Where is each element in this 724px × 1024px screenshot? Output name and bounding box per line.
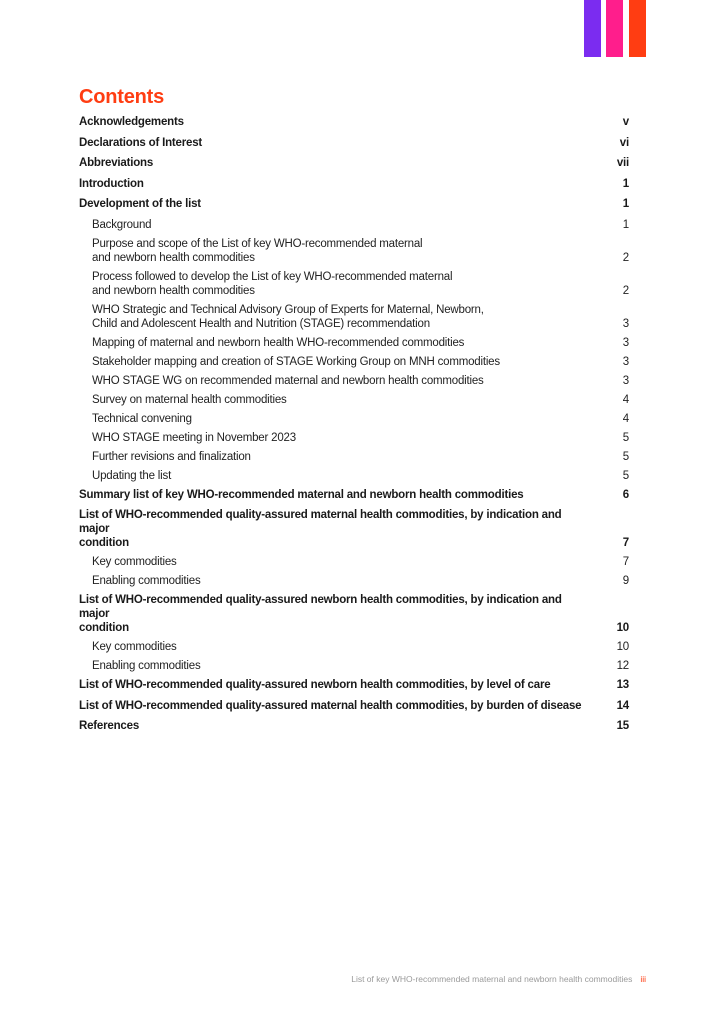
footer-document-title: List of key WHO-recommended maternal and newborn health commodities: [351, 974, 633, 984]
footer-page-number: iii: [640, 974, 646, 984]
toc-entry-title: Enabling commodities: [92, 575, 201, 587]
toc-section-entry[interactable]: [79, 699, 629, 713]
toc-entry-page-number: 13: [616, 679, 629, 691]
toc-entry-page-number: 4: [622, 393, 629, 406]
toc-entry-title: Mapping of maternal and newborn health WHO-recommended commodities: [92, 336, 465, 349]
toc-entry-page-number: 3: [622, 355, 629, 368]
toc-entry-page-number: 1: [622, 218, 629, 231]
toc-subsection-entry[interactable]: [79, 469, 629, 483]
toc-entry-title: List of WHO-recommended quality-assured newborn health commodities, by indication and major condition: [79, 594, 562, 634]
orange-bar: [629, 0, 646, 57]
toc-entry-page-number: 14: [616, 699, 629, 712]
toc-entry-title: WHO Strategic and Technical Advisory Group of Experts for Maternal, Newborn, Child and Adolescent Health and Nutrition (STAGE) recommendation: [92, 303, 484, 330]
toc-entry-title: Survey on maternal health commodities: [92, 393, 287, 406]
toc-entry-page-number: 5: [622, 469, 629, 482]
toc-entry-page-number: 5: [622, 431, 629, 444]
page-title: Contents: [79, 86, 165, 108]
toc-entry-title: WHO STAGE meeting in November 2023: [92, 431, 296, 444]
toc-entry-page-number: 6: [622, 488, 629, 501]
toc-subsection-entry[interactable]: [79, 218, 629, 232]
toc-entry-title: Process followed to develop the List of key WHO-recommended maternal and newborn health commodities: [92, 270, 453, 297]
toc-entry-page-number: 3: [622, 336, 629, 349]
toc-section-entry[interactable]: [79, 177, 629, 191]
toc-entry-title: Stakeholder mapping and creation of STAGE Working Group on MNH commodities: [92, 355, 500, 368]
toc-entry-title: Summary list of key WHO-recommended maternal and newborn health commodities: [79, 488, 524, 501]
toc-subsection-entry[interactable]: [79, 574, 629, 588]
toc-entry-title: Abbreviations: [79, 157, 154, 169]
toc-entry-title: WHO STAGE WG on recommended maternal and newborn health commodities: [92, 374, 484, 387]
toc-subsection-entry[interactable]: [79, 355, 629, 369]
toc-section-entry[interactable]: [79, 115, 629, 129]
toc-entry-title: Introduction: [79, 177, 144, 190]
toc-subsection-entry[interactable]: [79, 659, 629, 673]
purple-bar: [584, 0, 601, 57]
toc-entry-page-number: 7: [622, 556, 629, 568]
toc-subsection-entry[interactable]: [79, 336, 629, 350]
toc-subsection-entry[interactable]: [79, 555, 629, 569]
toc-entry-page-number: 1: [622, 198, 629, 210]
toc-entry-title: Key commodities: [92, 556, 177, 568]
toc-entry-page-number: 15: [616, 720, 629, 732]
toc-subsection-entry[interactable]: [79, 450, 629, 464]
toc-entry-page-number: vii: [616, 157, 629, 169]
toc-entry-title: Further revisions and finalization: [92, 450, 251, 463]
toc-section-entry[interactable]: [79, 156, 629, 170]
toc-entry-title: Enabling commodities: [92, 660, 201, 672]
page-footer: [351, 974, 646, 984]
toc-section-entry[interactable]: [79, 136, 629, 150]
toc-subsection-entry[interactable]: [79, 640, 629, 654]
toc-entry-page-number: 7: [622, 537, 629, 549]
toc-entry-page-number: 3: [622, 317, 629, 330]
toc-entry-title: Declarations of Interest: [79, 136, 203, 149]
toc-entry-page-number: 2: [622, 251, 629, 264]
toc-entry-page-number: vi: [619, 136, 629, 149]
toc-entry-page-number: 3: [622, 374, 629, 387]
toc-entry-title: Development of the list: [79, 198, 201, 210]
header-color-bars: [584, 0, 646, 57]
toc-subsection-entry[interactable]: [79, 237, 629, 265]
toc-subsection-entry[interactable]: [79, 303, 629, 331]
toc-section-entry[interactable]: [79, 593, 629, 635]
toc-entry-title: List of WHO-recommended quality-assured newborn health commodities, by level of care: [79, 679, 551, 691]
toc-entry-page-number: 1: [622, 177, 629, 190]
toc-subsection-entry[interactable]: [79, 270, 629, 298]
toc-entry-page-number: 4: [622, 412, 629, 425]
toc-section-entry[interactable]: [79, 678, 629, 692]
toc-entry-title: Technical convening: [92, 412, 192, 425]
toc-entry-title: References: [79, 720, 140, 732]
toc-entry-title: Updating the list: [92, 469, 172, 482]
toc-section-entry[interactable]: [79, 508, 629, 550]
table-of-contents: [79, 115, 629, 740]
toc-entry-title: List of WHO-recommended quality-assured maternal health commodities, by burden of disease: [79, 699, 582, 712]
toc-subsection-entry[interactable]: [79, 431, 629, 445]
toc-entry-title: Key commodities: [92, 641, 177, 653]
toc-entry-page-number: 5: [622, 450, 629, 463]
toc-entry-title: Purpose and scope of the List of key WHO-recommended maternal and newborn health commodities: [92, 237, 423, 264]
toc-subsection-entry[interactable]: [79, 393, 629, 407]
toc-section-entry[interactable]: [79, 719, 629, 733]
toc-section-entry[interactable]: [79, 197, 629, 211]
toc-entry-page-number: 2: [622, 284, 629, 297]
toc-entry-title: List of WHO-recommended quality-assured maternal health commodities, by indication and major condition: [79, 509, 562, 549]
toc-entry-page-number: 9: [622, 575, 629, 587]
toc-subsection-entry[interactable]: [79, 374, 629, 388]
magenta-bar: [606, 0, 623, 57]
toc-subsection-entry[interactable]: [79, 412, 629, 426]
toc-entry-title: Acknowledgements: [79, 116, 184, 128]
toc-entry-page-number: 10: [616, 641, 629, 653]
toc-section-entry[interactable]: [79, 488, 629, 502]
toc-entry-page-number: 12: [616, 660, 629, 672]
toc-entry-page-number: v: [622, 116, 629, 128]
toc-entry-title: Background: [92, 218, 152, 231]
toc-entry-page-number: 10: [616, 622, 629, 634]
